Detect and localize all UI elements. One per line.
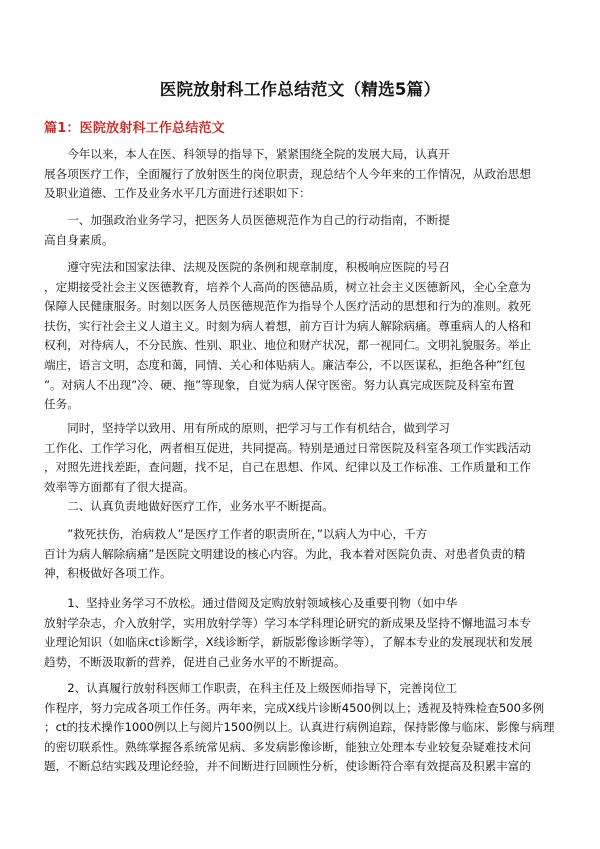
text-line: 的密切联系性。熟练掌握各系统常见病、多发病影像诊断，能独立处理本专业较复杂疑难技术问 <box>44 739 531 754</box>
text-line: 遵守宪法和国家法律、法规及医院的条例和规章制度，积极响应医院的号召 <box>44 260 450 274</box>
text-line: 任务。 <box>44 397 79 412</box>
text-line: 题，不断总结实践及理论经验，并不间断进行回顾性分析，使诊断符合率有效提高及积累丰富的 <box>44 759 531 774</box>
paragraph-1 <box>44 145 564 204</box>
text-line: 放射学杂志，介入放射学，实用放射学等）学习本学科理论研究的新成果及坚持不懈地温习本专 <box>44 615 531 630</box>
text-line: 保障人民健康服务。时刻以医务人员医德规范作为指导个人医疗活动的思想和行为的准则。救死 <box>44 299 531 314</box>
text-line: 展各项医疗工作，全面履行了放射医生的岗位职责，现总结个人今年来的工作情况，从政治思想 <box>44 166 531 181</box>
paragraph-3 <box>44 258 564 415</box>
text-line: 作程序，努力完成各项工作任务。两年来，完成X线片诊断4500例以上；透视及特殊检查500多例 <box>44 700 545 715</box>
text-line: ”。对病人不出现”冷、硬、拖”等现象，自觉为病人保守医密。努力认真完成医院及科室布置 <box>44 377 515 392</box>
paragraph-7 <box>44 594 564 672</box>
text-line: 神，积极做好各项工作。 <box>44 566 172 581</box>
text-line: 趋势，不断汲取新的营养，促进自己业务水平的不断提高。 <box>44 654 346 669</box>
text-line: 扶伤，实行社会主义人道主义。时刻为病人着想，前方百计为病人解除病痛。尊重病人的人格和 <box>44 318 531 333</box>
paragraph-5 <box>44 497 564 517</box>
text-line: ，定期接受社会主义医德教育，培养个人高尚的医德品质，树立社会主义医德新风，全心全意为 <box>44 279 531 294</box>
text-line: 及职业道德、工作及业务水平几方面进行述职如下： <box>44 186 311 201</box>
section-title: 篇1：医院放射科工作总结范文 <box>44 121 225 136</box>
text-line: 百计为病人解除病痛”是医院文明建设的核心内容。为此，我本着对医院负责、对患者负责的精 <box>44 546 526 561</box>
text-line: ，对照先进找差距，查问题，找不足，自己在思想、作风、纪律以及工作标准、工作质量和工作 <box>44 460 531 475</box>
paragraph-4 <box>44 419 564 497</box>
text-line: 高自身素质。 <box>44 232 114 247</box>
text-line: ”救死扶伤，治病救人”是医疗工作者的职责所在，”以病人为中心，千方 <box>44 527 428 541</box>
paragraph-8 <box>44 679 564 777</box>
text-line: 一、加强政治业务学习，把医务人员医德规范作为自己的行动指南，不断提 <box>44 213 450 227</box>
text-line: 工作化、工作学习化，两者相互促进，共同提高。特别是通过日常医院及科室各项工作实践活动 <box>44 440 531 455</box>
text-line: 端庄，语言文明，态度和蔼，同情、关心和体贴病人。廉洁奉公，不以医谋私，拒绝各种”红包 <box>44 357 526 372</box>
paragraph-6 <box>44 525 564 584</box>
paragraph-2 <box>44 211 564 250</box>
text-line: 二、认真负责地做好医疗工作，业务水平不断提高。 <box>44 499 334 513</box>
text-line: 1、坚持业务学习不放松。通过借阅及定购放射领域核心及重要刊物（如中华 <box>44 596 458 610</box>
text-line: 权利，对待病人，不分民族、性别、职业、地位和财产状况，都一视同仁。文明礼貌服务。举止 <box>44 338 531 353</box>
text-line: 今年以来，本人在医、科领导的指导下，紧紧围绕全院的发展大局，认真开 <box>44 147 450 161</box>
document-title: 医院放射科工作总结范文（精选5篇） <box>159 80 441 99</box>
text-line: 业理论知识（如临床ct诊断学，X线诊断学，新版影像诊断学等），了解本专业的发展现状和发展 <box>44 635 533 650</box>
text-line: 2、认真履行放射科医师工作职责，在科主任及上级医师指导下，完善岗位工 <box>44 681 458 695</box>
text-line: 效率等方面都有了很大提高。 <box>44 479 195 494</box>
text-line: ；ct的技术操作1000例以上与阅片1500例以上。认真进行病例追踪，保持影像与临床、影像与病理 <box>44 720 555 735</box>
text-line: 同时，坚持学以致用、用有所成的原则，把学习与工作有机结合，做到学习 <box>44 421 450 435</box>
